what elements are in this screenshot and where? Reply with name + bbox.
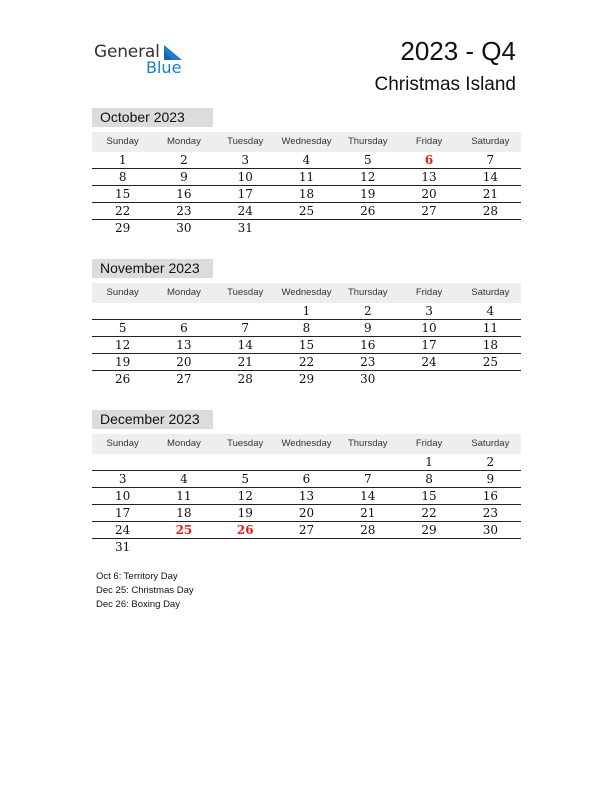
weekday-label: Saturday — [471, 136, 510, 147]
day-cell — [153, 454, 214, 470]
day-cell: 28 — [360, 523, 376, 537]
day-cell: 30 — [176, 221, 192, 235]
day-cell: 1 — [425, 455, 433, 469]
day-cell — [337, 220, 398, 237]
day-cell: 8 — [118, 170, 127, 184]
generalblue-logo — [94, 42, 204, 82]
day-cell: 18 — [482, 338, 498, 352]
weekday-label: Thursday — [347, 287, 388, 298]
day-cell: 3 — [425, 304, 433, 318]
day-cell: 4 — [486, 304, 495, 318]
day-cell: 31 — [237, 221, 253, 235]
day-cell: 12 — [115, 338, 131, 352]
day-cell: 6 — [302, 472, 311, 486]
country-name: Christmas Island — [374, 74, 516, 95]
week-row — [92, 220, 521, 237]
weekday-header-row — [92, 283, 521, 303]
day-cell: 27 — [176, 372, 192, 386]
day-cell: 15 — [298, 338, 315, 352]
day-cell: 13 — [421, 170, 437, 184]
day-cell: 7 — [363, 472, 372, 486]
day-cell: 28 — [482, 204, 498, 218]
week-row — [92, 454, 521, 471]
day-cell: 5 — [241, 472, 250, 486]
day-cell: 10 — [237, 170, 253, 184]
day-cell: 31 — [115, 540, 131, 554]
weekday-label: Sunday — [106, 136, 139, 147]
day-cell: 1 — [118, 153, 127, 167]
day-cell: 26 — [360, 204, 376, 218]
weekday-label: Thursday — [347, 136, 388, 147]
day-cell: 2 — [180, 153, 188, 167]
weekday-label: Thursday — [347, 438, 388, 449]
day-cell: 16 — [176, 187, 192, 201]
day-cell: 9 — [486, 472, 495, 486]
day-cell: 24 — [237, 204, 253, 218]
day-cell — [92, 454, 153, 470]
day-cell: 11 — [298, 170, 315, 184]
day-cell: 13 — [176, 338, 192, 352]
week-row — [92, 337, 521, 354]
day-cell: 30 — [482, 523, 498, 537]
day-cell: 26 — [115, 372, 131, 386]
weekday-label: Saturday — [471, 287, 510, 298]
day-cell — [215, 303, 276, 319]
day-cell — [337, 454, 398, 470]
day-cell — [276, 454, 337, 470]
weekday-label: Saturday — [471, 438, 510, 449]
weekday-label: Wednesday — [281, 438, 332, 449]
weekday-label: Monday — [167, 287, 201, 298]
week-row — [92, 354, 521, 371]
day-cell: 20 — [176, 355, 192, 369]
day-cell — [460, 220, 521, 237]
day-cell — [460, 371, 521, 388]
day-cell: 11 — [482, 321, 498, 335]
page-title: 2023 - Q4 — [400, 36, 516, 66]
day-cell — [398, 371, 459, 388]
week-row — [92, 186, 521, 203]
day-cell — [398, 220, 459, 237]
day-cell: 19 — [360, 187, 376, 201]
day-cell — [276, 220, 337, 237]
day-cell: 21 — [360, 506, 376, 520]
week-row — [92, 505, 521, 522]
week-row — [92, 488, 521, 505]
weekday-header-row — [92, 132, 521, 152]
month-december — [92, 410, 521, 556]
weekday-label: Monday — [167, 136, 201, 147]
day-cell: 17 — [237, 187, 253, 201]
weekday-label: Sunday — [106, 287, 139, 298]
day-cell: 29 — [115, 221, 131, 235]
week-row — [92, 320, 521, 337]
day-cell: 14 — [360, 489, 376, 503]
day-cell — [337, 539, 398, 556]
week-row — [92, 169, 521, 186]
day-cell: 23 — [360, 355, 376, 369]
day-cell: 15 — [115, 187, 131, 201]
week-row — [92, 303, 521, 320]
day-cell: 5 — [118, 321, 127, 335]
day-cell: 22 — [115, 204, 131, 218]
day-cell: 7 — [486, 153, 495, 167]
holiday-note: Dec 25: Christmas Day — [96, 585, 194, 596]
weekday-label: Wednesday — [281, 287, 332, 298]
day-cell: 28 — [237, 372, 253, 386]
day-cell: 10 — [115, 489, 131, 503]
weekday-label: Tuesday — [227, 438, 264, 449]
day-cell: 18 — [298, 187, 315, 201]
day-cell: 23 — [482, 506, 498, 520]
day-cell: 15 — [421, 489, 437, 503]
day-cell — [276, 539, 337, 556]
day-cell: 17 — [421, 338, 437, 352]
weekday-label: Monday — [167, 438, 201, 449]
month-november — [92, 259, 521, 388]
day-cell: 30 — [360, 372, 376, 386]
day-cell: 25 — [175, 523, 193, 537]
day-cell: 6 — [180, 321, 188, 335]
day-cell: 12 — [237, 489, 253, 503]
day-cell: 19 — [115, 355, 131, 369]
day-cell: 24 — [421, 355, 437, 369]
day-cell: 12 — [360, 170, 376, 184]
day-cell: 14 — [482, 170, 498, 184]
day-cell: 9 — [180, 170, 188, 184]
holiday-note: Oct 6: Territory Day — [96, 571, 178, 582]
weekday-label: Tuesday — [227, 136, 264, 147]
week-row — [92, 152, 521, 169]
day-cell: 4 — [302, 153, 311, 167]
logo-text-general: General — [94, 42, 160, 62]
day-cell: 26 — [236, 523, 254, 537]
day-cell: 2 — [363, 304, 372, 318]
day-cell: 29 — [298, 372, 315, 386]
day-cell: 21 — [482, 187, 498, 201]
day-cell: 8 — [425, 472, 433, 486]
day-cell: 7 — [241, 321, 250, 335]
day-cell — [92, 303, 153, 319]
month-title: October 2023 — [92, 108, 213, 127]
month-title: November 2023 — [92, 259, 213, 278]
day-cell: 27 — [421, 204, 437, 218]
weekday-label: Friday — [415, 287, 443, 298]
logo-text-blue: Blue — [146, 58, 182, 77]
holiday-note: Dec 26: Boxing Day — [96, 599, 180, 610]
month-title: December 2023 — [92, 410, 213, 429]
day-cell: 2 — [486, 455, 495, 469]
day-cell: 22 — [298, 355, 315, 369]
weekday-label: Friday — [415, 438, 443, 449]
week-row — [92, 522, 521, 539]
day-cell: 27 — [298, 523, 315, 537]
day-cell — [398, 539, 459, 556]
day-cell: 16 — [482, 489, 498, 503]
day-cell: 3 — [241, 153, 250, 167]
day-cell: 1 — [302, 304, 311, 318]
day-cell: 18 — [176, 506, 192, 520]
week-row — [92, 371, 521, 388]
day-cell: 20 — [421, 187, 437, 201]
day-cell — [153, 303, 214, 319]
day-cell — [215, 454, 276, 470]
day-cell: 17 — [115, 506, 131, 520]
day-cell: 25 — [298, 204, 315, 218]
day-cell: 4 — [180, 472, 188, 486]
day-cell: 6 — [424, 153, 434, 167]
month-october — [92, 108, 521, 237]
day-cell: 16 — [360, 338, 376, 352]
holiday-notes — [96, 570, 194, 612]
day-cell: 10 — [421, 321, 437, 335]
day-cell — [215, 539, 276, 556]
day-cell: 19 — [237, 506, 253, 520]
week-row — [92, 203, 521, 220]
day-cell: 21 — [237, 355, 253, 369]
day-cell — [460, 539, 521, 556]
day-cell: 9 — [363, 321, 372, 335]
day-cell: 23 — [176, 204, 192, 218]
weekday-label: Sunday — [106, 438, 139, 449]
weekday-label: Tuesday — [227, 287, 264, 298]
week-row — [92, 539, 521, 556]
day-cell: 13 — [298, 489, 315, 503]
day-cell: 3 — [118, 472, 127, 486]
day-cell: 5 — [363, 153, 372, 167]
week-row — [92, 471, 521, 488]
day-cell: 29 — [421, 523, 437, 537]
day-cell: 11 — [176, 489, 192, 503]
day-cell: 8 — [302, 321, 311, 335]
day-cell: 25 — [482, 355, 498, 369]
weekday-label: Friday — [415, 136, 443, 147]
day-cell: 22 — [421, 506, 437, 520]
day-cell: 20 — [298, 506, 315, 520]
weekday-header-row — [92, 434, 521, 454]
day-cell: 24 — [115, 523, 131, 537]
weekday-label: Wednesday — [281, 136, 332, 147]
day-cell — [153, 539, 214, 556]
day-cell: 14 — [237, 338, 253, 352]
